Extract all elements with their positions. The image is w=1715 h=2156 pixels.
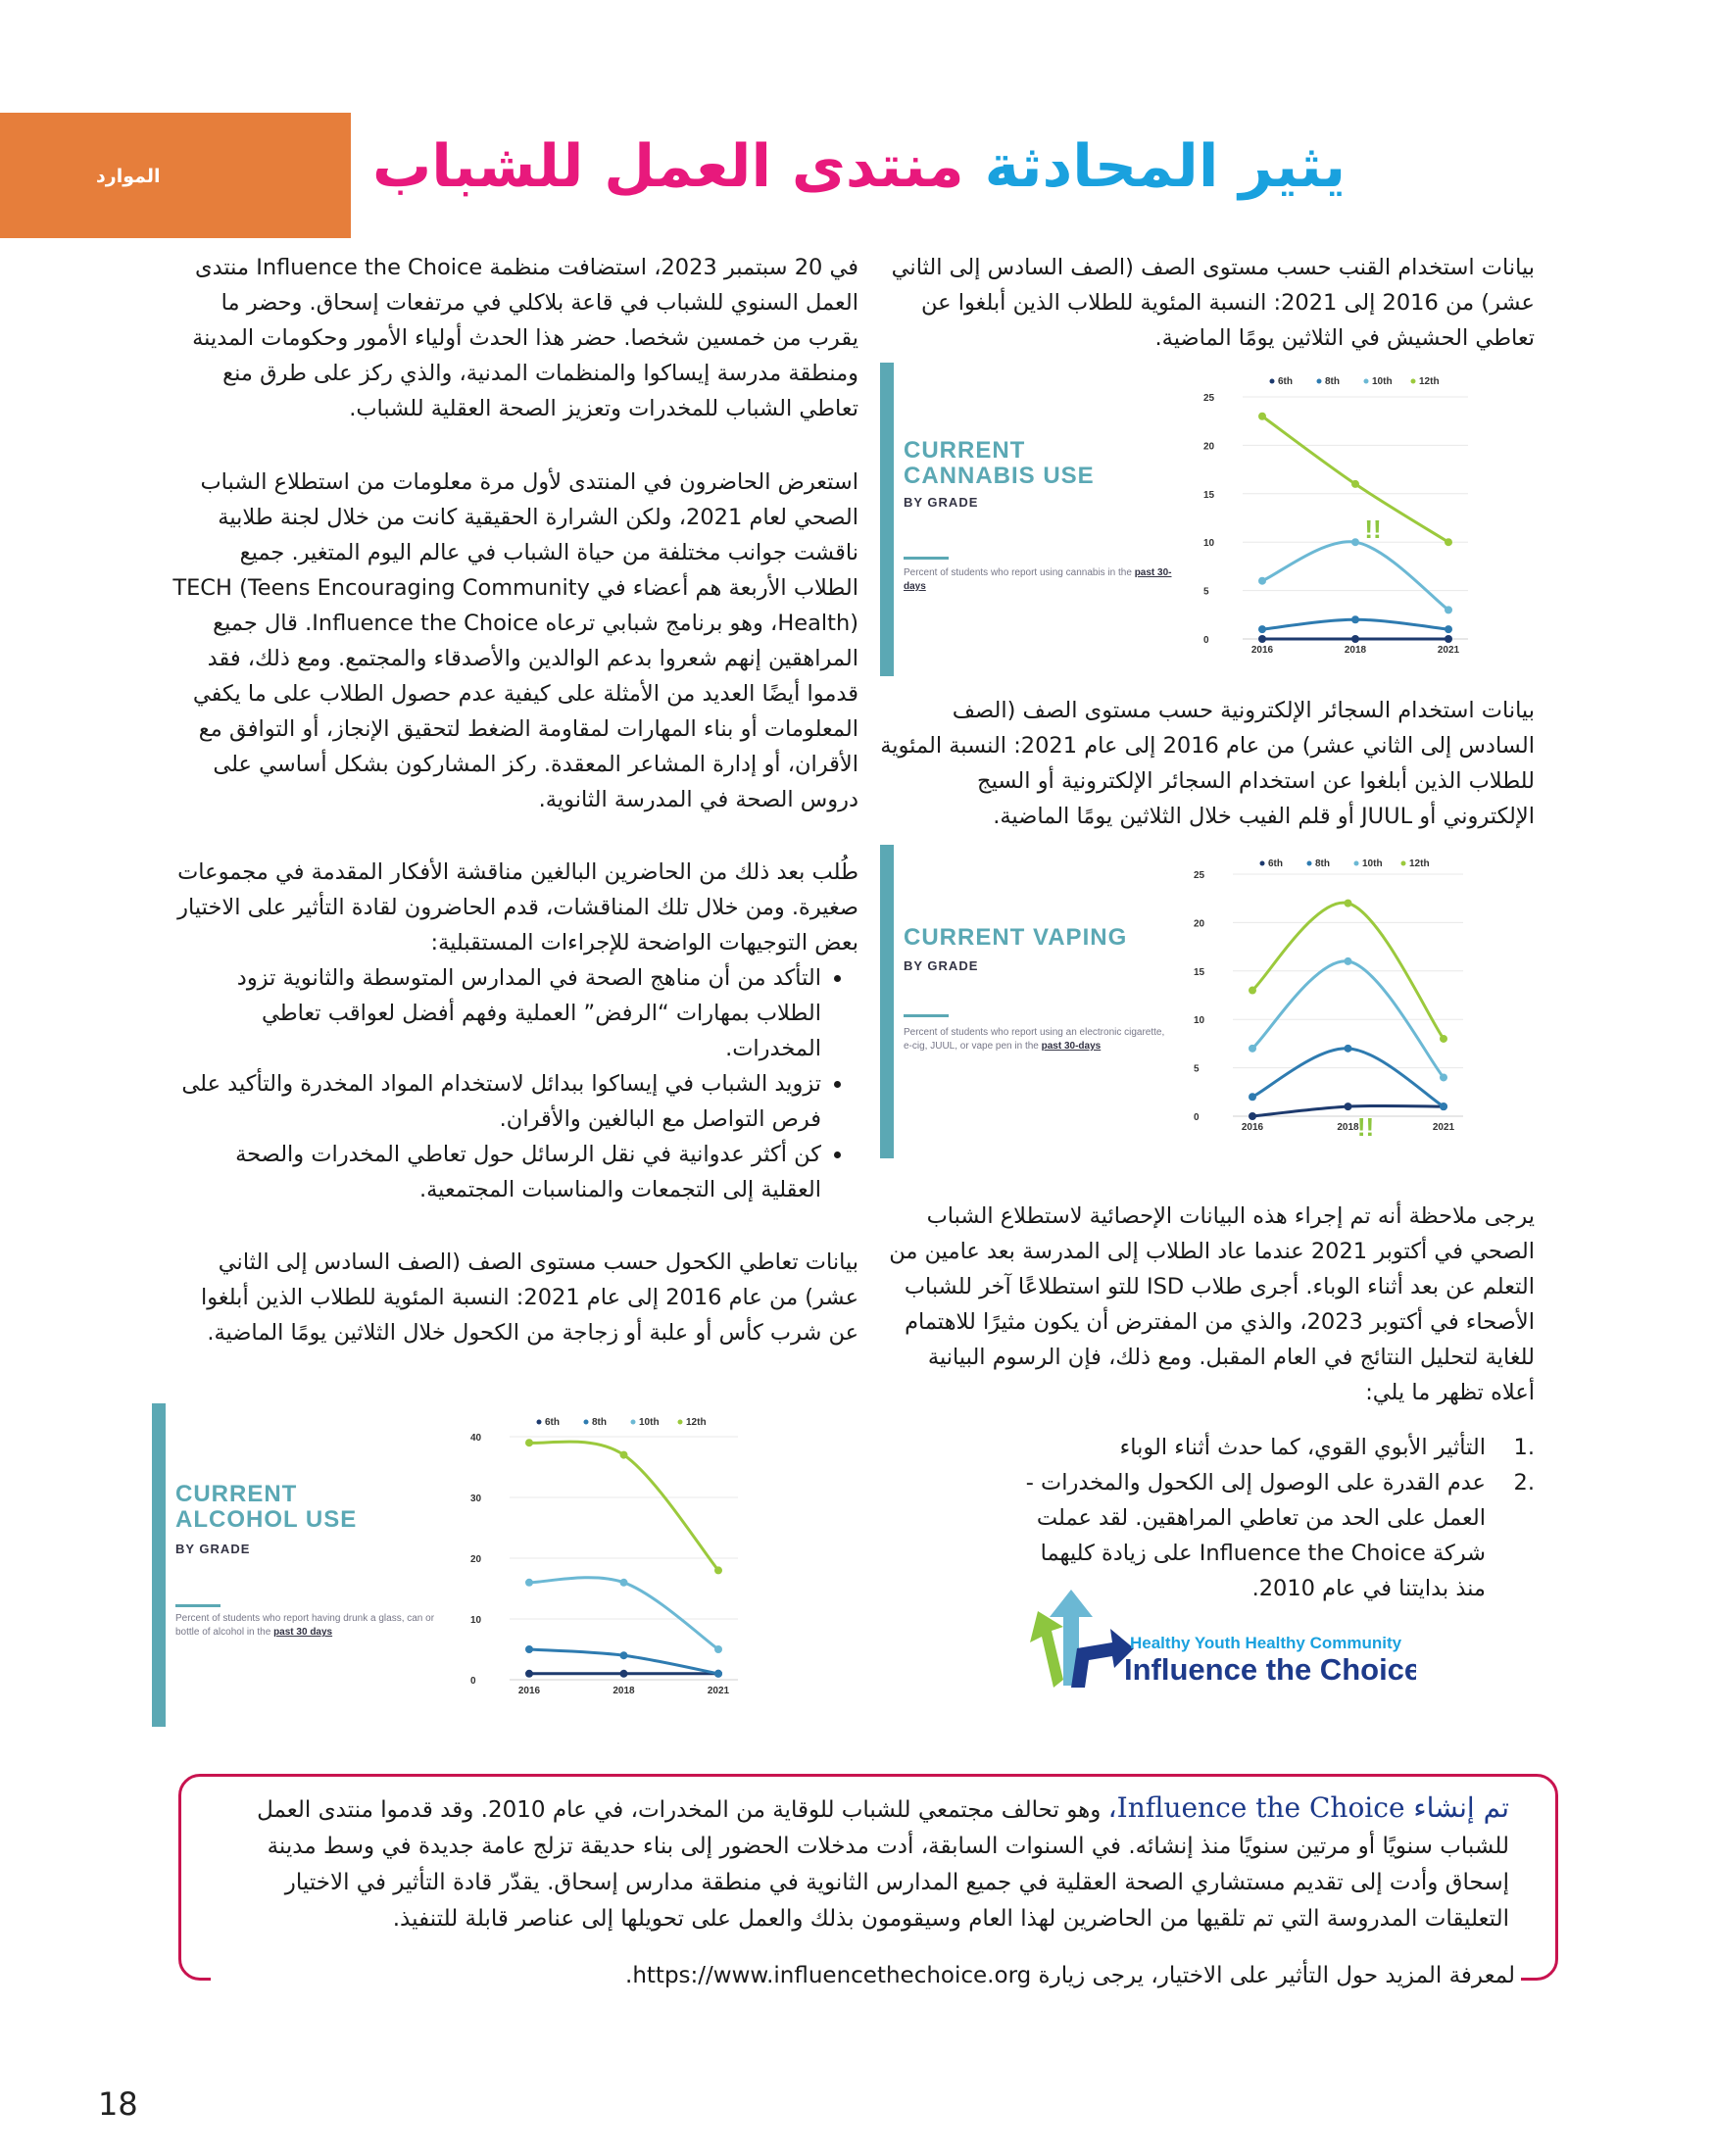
y-tick-label: 10 (470, 1615, 482, 1626)
data-point (1345, 957, 1352, 965)
x-tick-label: 2018 (1337, 1122, 1359, 1133)
learn-more-text: لمعرفة المزيد حول التأثير على الاختيار، يرجى زيارة https://www.influencethechoice.org. (625, 1963, 1515, 1988)
chart-subtitle: BY GRADE (904, 495, 979, 510)
y-tick-label: 15 (1203, 489, 1215, 501)
y-tick-label: 0 (1203, 635, 1209, 646)
chart-accent-bar (152, 1403, 166, 1727)
data-point (620, 1579, 628, 1587)
y-tick-label: 25 (1203, 393, 1215, 404)
list-item: • التأكد من أن مناهج الصحة في المدارس المتوسطة والثانوية تزود الطلاب بمهارات “الرفض” العملية وفهم أفضل لعواقب تعاطي المخدرات. (169, 960, 821, 1066)
chart-subtitle: BY GRADE (904, 958, 979, 973)
page-title (372, 132, 1347, 201)
chart-divider (904, 557, 949, 560)
data-point (1249, 987, 1256, 995)
legend-marker (1411, 379, 1416, 384)
vaping-intro: بيانات استخدام السجائر الإلكترونية حسب مستوى الصف (الصف السادس إلى الثاني عشر) من عام 2016 إلى عام 2021: النسبة المئوية للطلاب الذين أبلغوا عن استخدام السجائر الإلكترونية أو السيج الإلكتروني أو JUUL أو قلم الفيب خلال الثلاثين يومًا الماضية. (880, 698, 1535, 829)
legend-label: 8th (1325, 376, 1340, 387)
influence-the-choice-logo (1024, 1578, 1416, 1695)
y-tick-label: 15 (1194, 966, 1205, 978)
vaping-plot (1174, 845, 1507, 1158)
legend-label: 8th (1315, 858, 1330, 869)
y-tick-label: 20 (1194, 918, 1205, 930)
learn-more (211, 1963, 1521, 1988)
logo-tagline: Healthy Youth Healthy Community (1130, 1634, 1402, 1652)
y-tick-label: 10 (1203, 538, 1215, 550)
vaping-chart (880, 845, 1507, 1158)
data-point (1249, 1112, 1256, 1120)
emphasis-mark: !! (1364, 514, 1382, 545)
x-tick-label: 2016 (517, 1686, 541, 1696)
data-point (620, 1651, 628, 1659)
data-point (620, 1451, 628, 1459)
data-point (1249, 1093, 1256, 1101)
cannabis-chart (880, 363, 1507, 676)
alcohol-plot (446, 1403, 779, 1727)
x-tick-label: 2021 (1437, 645, 1460, 656)
x-tick-label: 2021 (1432, 1122, 1455, 1133)
discussion-paragraph: طُلب بعد ذلك من الحاضرين البالغين مناقشة الأفكار المقدمة في مجموعات صغيرة. ومن خلال تلك المناقشات، قدم الحاضرون لقادة التأثير على الاختيار بعض التوجيهات الواضحة للإجراءات المستقبلية: • التأكد من أن مناهج الصحة في المدارس المتوسطة والثانوية تزود الطلاب بمهارات “الرفض” العملية وفهم أفضل لعواقب تعاطي المخدرات. • تزويد الشباب في إيساكوا ببدائل لاستخدام المواد المخدرة والتأكيد على فرص التواصل مع البالغين والأقران. • كن أكثر عدوانية في نقل الرسائل حول تعاطي المخدرات والصحة العقلية إلى التجمعات والمناسبات المجتمعية. (169, 855, 858, 1207)
data-point (1445, 606, 1452, 613)
chart-description: Percent of students who report having drunk a glass, can or bottle of alcohol in the past 30 days (175, 1613, 435, 1638)
y-tick-label: 0 (1194, 1112, 1200, 1123)
y-tick-label: 10 (1194, 1015, 1205, 1027)
data-point (1445, 625, 1452, 633)
data-point (1258, 577, 1266, 585)
list-item: • كن أكثر عدوانية في نقل الرسائل حول تعاطي المخدرات والصحة العقلية إلى التجمعات والمناسبات المجتمعية. (169, 1137, 821, 1207)
series-line-12th (1262, 416, 1448, 545)
chart-description: Percent of students who report using an electronic cigarette, e-cig, JUUL, or vape pen in the past 30-days (904, 1027, 1165, 1052)
page-number: 18 (98, 2085, 138, 2123)
legend-label: 8th (592, 1417, 607, 1428)
data-point (1351, 480, 1359, 488)
legend-marker (678, 1420, 683, 1425)
data-point (714, 1645, 722, 1653)
cannabis-plot (1174, 363, 1507, 676)
legend-label: 12th (686, 1417, 707, 1428)
data-point (1351, 615, 1359, 623)
alcohol-chart (152, 1403, 779, 1727)
chart-divider (904, 1014, 949, 1017)
arrows-icon (1024, 1578, 1416, 1695)
y-tick-label: 0 (470, 1676, 476, 1687)
y-tick-label: 5 (1194, 1063, 1200, 1075)
legend-marker (537, 1420, 542, 1425)
cannabis-intro: بيانات استخدام القنب حسب مستوى الصف (الصف السادس إلى الثاني عشر) من 2016 إلى 2021: النسبة المئوية للطلاب الذين أبلغوا عن تعاطي الحشيش في الثلاثين يومًا الماضية. (891, 255, 1535, 351)
legend-marker (1260, 861, 1265, 866)
chart-divider (175, 1604, 220, 1607)
emphasis-mark: !! (1356, 1112, 1375, 1142)
legend-marker (584, 1420, 589, 1425)
legend-label: 6th (1278, 376, 1293, 387)
list-item: • تزويد الشباب في إيساكوا ببدائل لاستخدام المواد المخدرة والتأكيد على فرص التواصل مع البالغين والأقران. (169, 1066, 821, 1137)
data-point (1445, 538, 1452, 546)
series-line-10th (1262, 542, 1448, 611)
legend-label: 10th (1362, 858, 1383, 869)
data-point (714, 1670, 722, 1678)
chart-description: Percent of students who report using cannabis in the past 30-days (904, 567, 1172, 592)
chart-title: CURRENT CANNABIS USE (904, 437, 1095, 489)
data-point (1249, 1045, 1256, 1053)
legend-marker (631, 1420, 636, 1425)
data-point (1258, 635, 1266, 643)
series-line-8th (1252, 1049, 1444, 1106)
survey-note: يرجى ملاحظة أنه تم إجراء هذه البيانات الإحصائية لاستطلاع الشباب الصحي في أكتوبر 2021 عندما عاد الطلاب إلى المدرسة بعد عامين من التعلم عن بعد أثناء الوباء. أجرى طلاب ISD للتو استطلاعًا آخر للشباب الأصحاء في أكتوبر 2023، والذي من المفترض أن يكون مثيرًا للاهتمام للغاية لتحليل النتائج في العام المقبل. ومع ذلك، فإن الرسوم البيانية أعلاه تظهر ما يلي: 1. التأثير الأبوي القوي، كما حدث أثناء الوباء 2. عدم القدرة على الوصول إلى الكحول والمخدرات - العمل على الحد من تعاطي المراهقين. لقد عملت شركة Influence the Choice على زيادة كليهما منذ بدايتنا في عام 2010. (880, 1199, 1535, 1606)
data-point (1351, 635, 1359, 643)
legend-label: 12th (1409, 858, 1430, 869)
panel-paragraph: استعرض الحاضرون في المنتدى لأول مرة معلومات من استطلاع الشباب الصحي لعام 2021، ولكن الشرارة الحقيقية كانت من خلال لجنة طلابية ناقشت جوانب مختلفة من حياة الشباب في عالم اليوم المتغير. جميع الطلاب الأربعة هم أعضاء في TECH (Teens Encouraging Community Health)، وهو برنامج شبابي ترعاه Influence the Choice. قال جميع المراهقين إنهم شعروا بدعم الوالدين والأصدقاء والمجتمع. ومع ذلك، فقد قدموا أيضًا العديد من الأمثلة على كيفية عدم حصول الطلاب على ما يكفي المعلومات أو بناء المهارات لمقاومة الضغط لتحقيق الإنجاز، أو التوافق مع الأقران، أو إدارة المشاعر المعقدة. ركز المشاركون بشكل أساسي على دروس الصحة في المدرسة الثانوية. (172, 469, 858, 812)
legend-marker (1270, 379, 1275, 384)
list-item: 1. التأثير الأبوي القوي، كما حدث أثناء الوباء (1119, 1435, 1535, 1460)
x-tick-label: 2016 (1241, 1122, 1264, 1133)
legend-marker (1317, 379, 1322, 384)
legend-label: 6th (545, 1417, 560, 1428)
data-point (1258, 625, 1266, 633)
data-point (1345, 1045, 1352, 1053)
series-line-10th (529, 1578, 718, 1649)
logo-name: Influence the Choice (1124, 1652, 1416, 1687)
x-tick-label: 2021 (707, 1686, 730, 1696)
data-point (1445, 635, 1452, 643)
chart-title: CURRENT VAPING (904, 924, 1128, 951)
about-body: وهو تحالف مجتمعي للشباب للوقاية من المخدرات، في عام 2010. وقد قدموا منتدى العمل للشباب سنويًا أو مرتين سنويًا منذ إنشائه. في السنوات السابقة، أدت مدخلات الحضور إلى بناء حديقة تزلج عامة جديدة في وسط مدينة إسحاق وأدت إلى تقديم مستشاري الصحة العقلية في جميع المدارس الثانوية في منطقة مدارس إسحاق. يقدّر قادة التأثير في الاختيار التعليقات المدروسة التي تم تلقيها من الحاضرين لهذا العام وسيقومون بذلك والعمل على تحويلها إلى عناصر قابلة للتنفيذ. (257, 1797, 1509, 1932)
data-point (620, 1670, 628, 1678)
chart-subtitle: BY GRADE (175, 1542, 251, 1556)
data-point (1258, 413, 1266, 420)
about-text (211, 1789, 1509, 1937)
data-point (1440, 1073, 1447, 1081)
legend-marker (1364, 379, 1369, 384)
chart-accent-bar (880, 845, 894, 1158)
y-tick-label: 5 (1203, 586, 1209, 598)
title-pink: منتدى العمل للشباب (372, 132, 964, 201)
section-tab (0, 113, 351, 238)
data-point (525, 1645, 533, 1653)
y-tick-label: 25 (1194, 870, 1205, 881)
chart-title: CURRENT ALCOHOL USE (175, 1481, 358, 1533)
data-point (1345, 1102, 1352, 1110)
data-point (1351, 538, 1359, 546)
legend-marker (1307, 861, 1312, 866)
legend-label: 10th (639, 1417, 660, 1428)
intro-paragraph: في 20 سبتمبر 2023، استضافت منظمة Influence the Choice منتدى العمل السنوي للشباب في قاعة بلاكلي في مرتفعات إسحاق. وحضر ما يقرب من خمسين شخصا. حضر هذا الحدث أولياء الأمور وحكومات المدينة ومنطقة مدرسة إيساكوا والمنظمات المدنية، والذي ركز على طرق منع تعاطي الشباب للمخدرات وتعزيز الصحة العقلية للشباب. (192, 255, 858, 421)
x-tick-label: 2018 (1344, 645, 1367, 656)
alcohol-intro: بيانات تعاطي الكحول حسب مستوى الصف (الصف السادس إلى الثاني عشر) من عام 2016 إلى عام 2021: النسبة المئوية للطلاب الذين أبلغوا عن شرب كأس أو علبة أو زجاجة من الكحول خلال الثلاثين يومًا الماضية. (201, 1250, 858, 1346)
legend-label: 10th (1372, 376, 1393, 387)
data-point (1440, 1102, 1447, 1110)
title-blue: يثير المحادثة (984, 132, 1347, 201)
list-item: 2. عدم القدرة على الوصول إلى الكحول والمخدرات - العمل على الحد من تعاطي المراهقين. لقد عملت شركة Influence the Choice على زيادة كليهما منذ بدايتنا في عام 2010. (1025, 1470, 1535, 1601)
y-tick-label: 20 (470, 1554, 482, 1565)
chart-accent-bar (880, 363, 894, 676)
legend-marker (1401, 861, 1406, 866)
y-tick-label: 40 (470, 1433, 482, 1444)
data-point (525, 1579, 533, 1587)
legend-marker (1354, 861, 1359, 866)
data-point (525, 1439, 533, 1446)
data-point (525, 1670, 533, 1678)
legend-label: 12th (1419, 376, 1440, 387)
data-point (714, 1566, 722, 1574)
x-tick-label: 2016 (1250, 645, 1274, 656)
recommendations-list (169, 960, 858, 1207)
section-tab-label: الموارد (96, 166, 161, 187)
y-tick-label: 20 (1203, 441, 1215, 453)
x-tick-label: 2018 (612, 1686, 635, 1696)
about-heading: تم إنشاء Influence the Choice، (1107, 1791, 1509, 1824)
legend-label: 6th (1268, 858, 1283, 869)
series-line-12th (529, 1442, 718, 1570)
data-point (1345, 900, 1352, 907)
data-point (1440, 1035, 1447, 1043)
y-tick-label: 30 (470, 1494, 482, 1504)
